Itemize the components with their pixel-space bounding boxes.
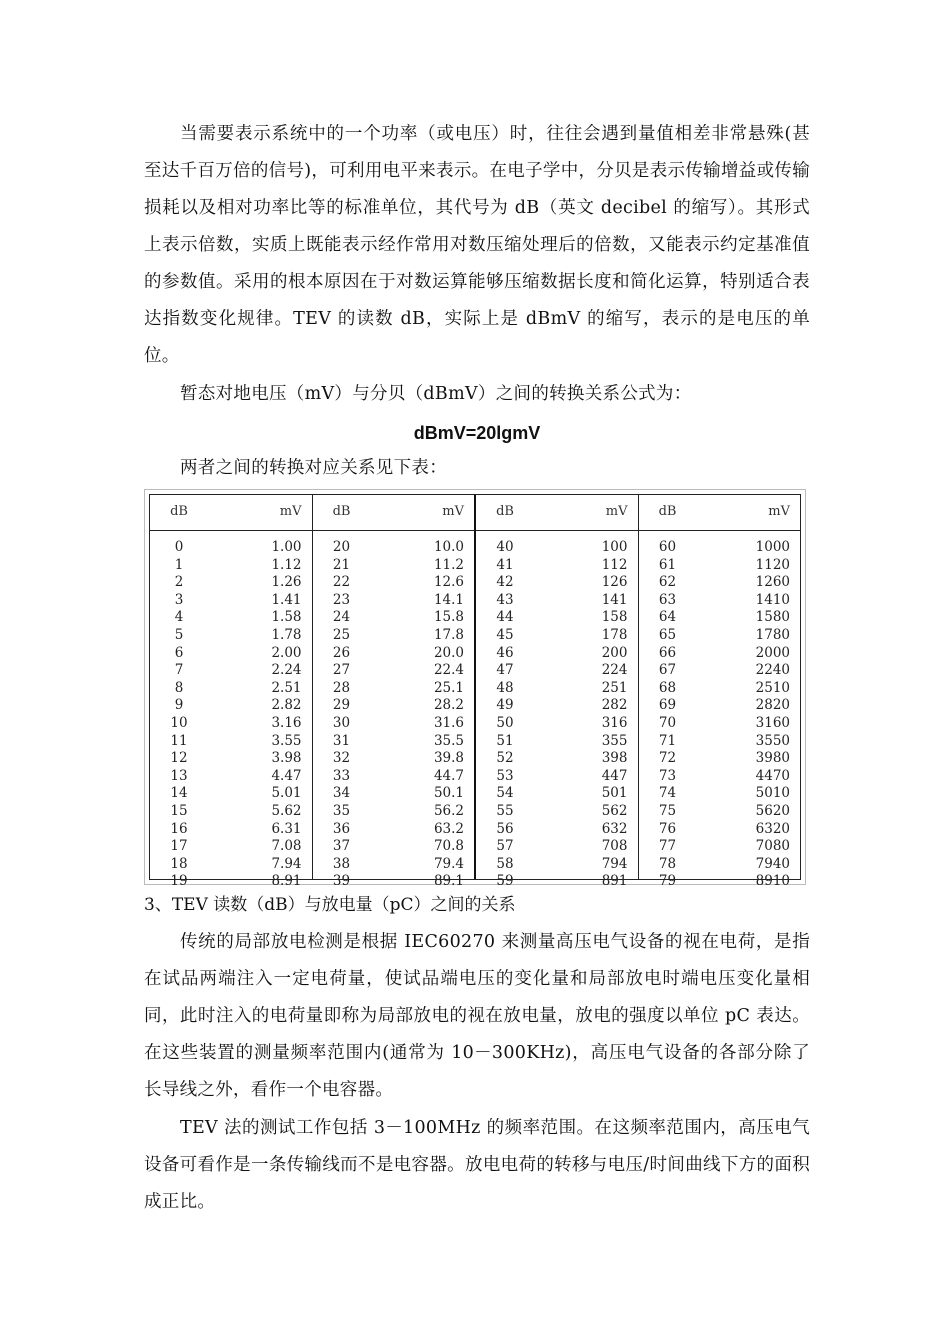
cell-mv: 2.00 (271, 644, 302, 661)
table-row (150, 838, 312, 856)
cell-db: 31 (332, 732, 351, 749)
cell-mv: 3.98 (271, 750, 302, 767)
table-row (313, 768, 475, 786)
cell-mv: 39.8 (433, 750, 464, 767)
cell-mv: 1120 (755, 556, 790, 573)
cell-db: 3 (174, 591, 184, 608)
table-row (639, 697, 801, 715)
cell-db: 50 (496, 714, 514, 731)
table-row (639, 715, 801, 733)
table-row (313, 697, 475, 715)
cell-mv: 35.5 (433, 732, 464, 749)
cell-db: 1 (174, 556, 184, 573)
conversion-table-frame (144, 489, 806, 890)
cell-mv: 3550 (755, 732, 790, 749)
cell-mv: 56.2 (433, 802, 464, 819)
cell-db: 76 (658, 820, 677, 837)
table-row (476, 645, 638, 663)
cell-db: 27 (332, 662, 351, 679)
cell-db: 44 (496, 609, 514, 626)
table-row (313, 715, 475, 733)
formula: dBmV=20lgmV (413, 423, 541, 443)
cell-mv: 11.2 (433, 556, 464, 573)
cell-db: 34 (332, 785, 351, 802)
table-row (313, 838, 475, 856)
cell-db: 68 (658, 679, 677, 696)
table-row (639, 680, 801, 698)
table-row (313, 645, 475, 663)
cell-db: 40 (496, 539, 514, 555)
table-header (150, 495, 312, 531)
table-row (150, 609, 312, 627)
cell-mv: 4.47 (271, 767, 302, 784)
table-row (639, 627, 801, 645)
cell-mv: 3980 (755, 750, 790, 767)
table-row (313, 821, 475, 839)
table-row (639, 768, 801, 786)
table-intro-paragraph: 两者之间的转换对应关系见下表： (180, 458, 447, 478)
table-row (476, 856, 638, 874)
cell-mv: 2820 (755, 697, 790, 714)
cell-mv: 1.41 (271, 591, 302, 608)
cell-mv: 316 (601, 714, 628, 731)
cell-mv: 44.7 (433, 767, 464, 784)
cell-mv: 50.1 (433, 785, 464, 802)
cell-db: 29 (332, 697, 351, 714)
table-group-4 (638, 495, 801, 890)
table-row (313, 803, 475, 821)
table-row (639, 662, 801, 680)
cell-mv: 20.0 (433, 644, 464, 661)
table-row (150, 539, 312, 557)
table-row (476, 768, 638, 786)
cell-db: 58 (496, 855, 514, 872)
table-row (639, 750, 801, 768)
cell-db: 64 (658, 609, 677, 626)
cell-mv: 2.82 (271, 697, 302, 714)
table-row (476, 821, 638, 839)
cell-mv: 79.4 (433, 855, 464, 872)
table-header (639, 495, 801, 531)
cell-db: 15 (170, 802, 188, 819)
table-row (476, 715, 638, 733)
formula-intro-paragraph: 暂态对地电压（mV）与分贝（dBmV）之间的转换关系公式为： (180, 384, 692, 404)
cell-db: 53 (496, 767, 514, 784)
cell-db: 30 (332, 714, 351, 731)
cell-db: 78 (658, 855, 677, 872)
table-row (476, 539, 638, 557)
cell-db: 45 (496, 626, 514, 643)
cell-db: 36 (332, 820, 351, 837)
cell-db: 35 (332, 802, 351, 819)
cell-db: 49 (496, 697, 514, 714)
table-row (639, 539, 801, 557)
table-body (150, 531, 312, 891)
cell-mv: 5.01 (271, 785, 302, 802)
table-row (313, 574, 475, 592)
cell-db: 41 (496, 556, 514, 573)
cell-db: 59 (496, 873, 514, 890)
section-heading: 3、TEV 读数（dB）与放电量（pC）之间的关系 (144, 895, 516, 915)
cell-db: 25 (332, 626, 351, 643)
cell-mv: 6.31 (271, 820, 302, 837)
table-row (150, 574, 312, 592)
table-row (150, 785, 312, 803)
table-group-1 (150, 495, 312, 890)
table-row (639, 838, 801, 856)
table-row (639, 557, 801, 575)
table-row (476, 662, 638, 680)
table-row (476, 627, 638, 645)
cell-db: 7 (174, 662, 184, 679)
cell-mv: 15.8 (433, 609, 464, 626)
cell-db: 33 (332, 767, 351, 784)
cell-db: 0 (174, 539, 184, 555)
table-row (313, 785, 475, 803)
table-row (150, 750, 312, 768)
cell-db: 19 (170, 873, 188, 890)
table-group-3 (474, 495, 638, 890)
cell-db: 24 (332, 609, 351, 626)
cell-mv: 31.6 (433, 714, 464, 731)
table-row (313, 539, 475, 557)
table-row (639, 785, 801, 803)
cell-mv: 126 (601, 574, 628, 591)
cell-mv: 28.2 (433, 697, 464, 714)
cell-db: 79 (658, 873, 677, 890)
table-row (313, 592, 475, 610)
table-row (313, 662, 475, 680)
table-row (150, 803, 312, 821)
cell-mv: 8910 (755, 873, 790, 890)
cell-db: 47 (496, 662, 514, 679)
cell-db: 67 (658, 662, 677, 679)
column-header-db: dB (496, 504, 514, 519)
table-row (313, 856, 475, 874)
cell-db: 63 (658, 591, 677, 608)
cell-mv: 1000 (755, 539, 790, 555)
cell-mv: 3160 (755, 714, 790, 731)
table-row (150, 680, 312, 698)
table-row (476, 750, 638, 768)
table-row (476, 592, 638, 610)
cell-db: 74 (658, 785, 677, 802)
cell-mv: 1.26 (271, 574, 302, 591)
table-row (150, 715, 312, 733)
table-row (639, 592, 801, 610)
cell-db: 61 (658, 556, 677, 573)
table-row (476, 803, 638, 821)
cell-mv: 794 (601, 855, 628, 872)
cell-mv: 2240 (755, 662, 790, 679)
cell-db: 4 (174, 609, 184, 626)
table-row (150, 592, 312, 610)
cell-db: 72 (658, 750, 677, 767)
cell-mv: 3.55 (271, 732, 302, 749)
cell-mv: 224 (601, 662, 628, 679)
cell-db: 5 (174, 626, 184, 643)
cell-db: 23 (332, 591, 351, 608)
cell-db: 18 (170, 855, 188, 872)
table-row (313, 733, 475, 751)
cell-mv: 5.62 (271, 802, 302, 819)
cell-mv: 708 (601, 838, 628, 855)
pd-detection-paragraph: 传统的局部放电检测是根据 IEC60270 来测量高压电气设备的视在电荷，是指在试品两端注入一定电荷量，使试品端电压的变化量和局部放电时端电压变化量相同，此时注入的电荷量即称为局部放电的视在放电量，放电的强度以单位 pC 表达。在这些装置的测量频率范围内(通常为 10－300KHz)，高压电气设备的各部分除了长导线之外，看作一个电容器。 (144, 932, 810, 1100)
cell-db: 48 (496, 679, 514, 696)
table-row (476, 609, 638, 627)
table-body (313, 531, 475, 891)
cell-mv: 141 (601, 591, 628, 608)
cell-mv: 251 (601, 679, 628, 696)
cell-mv: 1.78 (271, 626, 302, 643)
table-row (313, 627, 475, 645)
cell-mv: 398 (601, 750, 628, 767)
cell-mv: 178 (601, 626, 628, 643)
cell-db: 70 (658, 714, 677, 731)
cell-db: 66 (658, 644, 677, 661)
table-row (639, 609, 801, 627)
cell-db: 39 (332, 873, 351, 890)
column-header-mv: mV (279, 504, 302, 519)
cell-mv: 17.8 (433, 626, 464, 643)
cell-db: 71 (658, 732, 677, 749)
cell-mv: 1.00 (271, 539, 302, 555)
cell-mv: 63.2 (433, 820, 464, 837)
cell-db: 9 (174, 697, 184, 714)
cell-mv: 1780 (755, 626, 790, 643)
cell-mv: 10.0 (433, 539, 464, 555)
cell-db: 26 (332, 644, 351, 661)
table-row (313, 873, 475, 891)
table-row (313, 557, 475, 575)
table-group-2 (312, 495, 475, 890)
cell-mv: 7.94 (271, 855, 302, 872)
intro-paragraph: 当需要表示系统中的一个功率（或电压）时，往往会遇到量值相差非常悬殊(甚至达千百万倍的信号)，可利用电平来表示。在电子学中，分贝是表示传输增益或传输损耗以及相对功率比等的标准单位，其代号为 dB（英文 decibel 的缩写）。其形式上表示倍数，实质上既能表示经作常用对数压缩处理后的倍数，又能表示约定基准值的参数值。采用的根本原因在于对数运算能够压缩数据长度和简化运算，特别适合表达指数变化规律。TEV 的读数 dB，实际上是 dBmV 的缩写，表示的是电压的单位。 (144, 124, 810, 366)
table-row (476, 697, 638, 715)
cell-mv: 2.24 (271, 662, 302, 679)
cell-mv: 1.12 (271, 556, 302, 573)
cell-mv: 1.58 (271, 609, 302, 626)
table-row (476, 873, 638, 891)
cell-db: 46 (496, 644, 514, 661)
cell-db: 17 (170, 838, 188, 855)
cell-db: 16 (170, 820, 188, 837)
table-row (313, 680, 475, 698)
table-header (476, 495, 638, 531)
table-row (639, 574, 801, 592)
cell-db: 75 (658, 802, 677, 819)
cell-db: 43 (496, 591, 514, 608)
cell-mv: 282 (601, 697, 628, 714)
cell-db: 54 (496, 785, 514, 802)
cell-db: 55 (496, 802, 514, 819)
column-header-db: dB (658, 504, 677, 519)
cell-db: 77 (658, 838, 677, 855)
cell-mv: 1410 (755, 591, 790, 608)
table-row (476, 733, 638, 751)
cell-db: 10 (170, 714, 188, 731)
table-row (639, 733, 801, 751)
cell-mv: 6320 (755, 820, 790, 837)
cell-db: 60 (658, 539, 677, 555)
cell-db: 13 (170, 767, 188, 784)
cell-mv: 3.16 (271, 714, 302, 731)
table-row (150, 645, 312, 663)
cell-mv: 355 (601, 732, 628, 749)
cell-mv: 1580 (755, 609, 790, 626)
cell-mv: 2510 (755, 679, 790, 696)
db-mv-conversion-table (149, 494, 801, 890)
table-row (639, 873, 801, 891)
cell-db: 6 (174, 644, 184, 661)
cell-db: 69 (658, 697, 677, 714)
table-row (639, 803, 801, 821)
cell-mv: 7080 (755, 838, 790, 855)
cell-mv: 8.91 (271, 873, 302, 890)
cell-db: 57 (496, 838, 514, 855)
cell-mv: 200 (601, 644, 628, 661)
table-row (639, 821, 801, 839)
cell-db: 22 (332, 574, 351, 591)
cell-mv: 22.4 (433, 662, 464, 679)
table-row (313, 609, 475, 627)
cell-db: 8 (174, 679, 184, 696)
cell-db: 12 (170, 750, 188, 767)
cell-mv: 100 (601, 539, 628, 555)
table-header (313, 495, 475, 531)
cell-db: 21 (332, 556, 351, 573)
cell-mv: 112 (601, 556, 628, 573)
column-header-db: dB (170, 504, 188, 519)
table-row (476, 574, 638, 592)
table-row (150, 627, 312, 645)
table-row (150, 856, 312, 874)
cell-mv: 89.1 (433, 873, 464, 890)
cell-db: 42 (496, 574, 514, 591)
cell-mv: 5010 (755, 785, 790, 802)
cell-mv: 2000 (755, 644, 790, 661)
cell-db: 38 (332, 855, 351, 872)
column-header-mv: mV (605, 504, 628, 519)
cell-db: 2 (174, 574, 184, 591)
cell-db: 62 (658, 574, 677, 591)
table-row (150, 557, 312, 575)
cell-db: 32 (332, 750, 351, 767)
table-row (313, 750, 475, 768)
table-body (639, 531, 801, 891)
cell-db: 65 (658, 626, 677, 643)
table-body (476, 531, 638, 891)
table-row (150, 873, 312, 891)
cell-mv: 25.1 (433, 679, 464, 696)
cell-db: 52 (496, 750, 514, 767)
column-header-mv: mV (768, 504, 790, 519)
cell-mv: 4470 (755, 767, 790, 784)
cell-db: 20 (332, 539, 351, 555)
table-row (150, 733, 312, 751)
table-row (476, 785, 638, 803)
tev-method-paragraph: TEV 法的测试工作包括 3－100MHz 的频率范围。在这频率范围内，高压电气设备可看作是一条传输线而不是电容器。放电电荷的转移与电压/时间曲线下方的面积成正比。 (144, 1118, 810, 1212)
cell-db: 28 (332, 679, 351, 696)
cell-db: 73 (658, 767, 677, 784)
cell-mv: 5620 (755, 802, 790, 819)
cell-mv: 7940 (755, 855, 790, 872)
cell-db: 11 (170, 732, 188, 749)
cell-mv: 562 (601, 802, 628, 819)
cell-mv: 2.51 (271, 679, 302, 696)
column-header-mv: mV (442, 504, 464, 519)
table-row (476, 838, 638, 856)
table-row (639, 645, 801, 663)
cell-db: 56 (496, 820, 514, 837)
table-row (150, 697, 312, 715)
cell-mv: 447 (601, 767, 628, 784)
table-row (150, 821, 312, 839)
cell-mv: 891 (601, 873, 628, 890)
cell-mv: 7.08 (271, 838, 302, 855)
cell-db: 37 (332, 838, 351, 855)
cell-db: 14 (170, 785, 188, 802)
cell-db: 51 (496, 732, 514, 749)
table-row (476, 557, 638, 575)
cell-mv: 14.1 (433, 591, 464, 608)
table-row (639, 856, 801, 874)
cell-mv: 70.8 (433, 838, 464, 855)
cell-mv: 501 (601, 785, 628, 802)
table-row (150, 662, 312, 680)
column-header-db: dB (332, 504, 351, 519)
cell-mv: 12.6 (433, 574, 464, 591)
table-row (150, 768, 312, 786)
cell-mv: 1260 (755, 574, 790, 591)
table-row (476, 680, 638, 698)
cell-mv: 158 (601, 609, 628, 626)
cell-mv: 632 (601, 820, 628, 837)
